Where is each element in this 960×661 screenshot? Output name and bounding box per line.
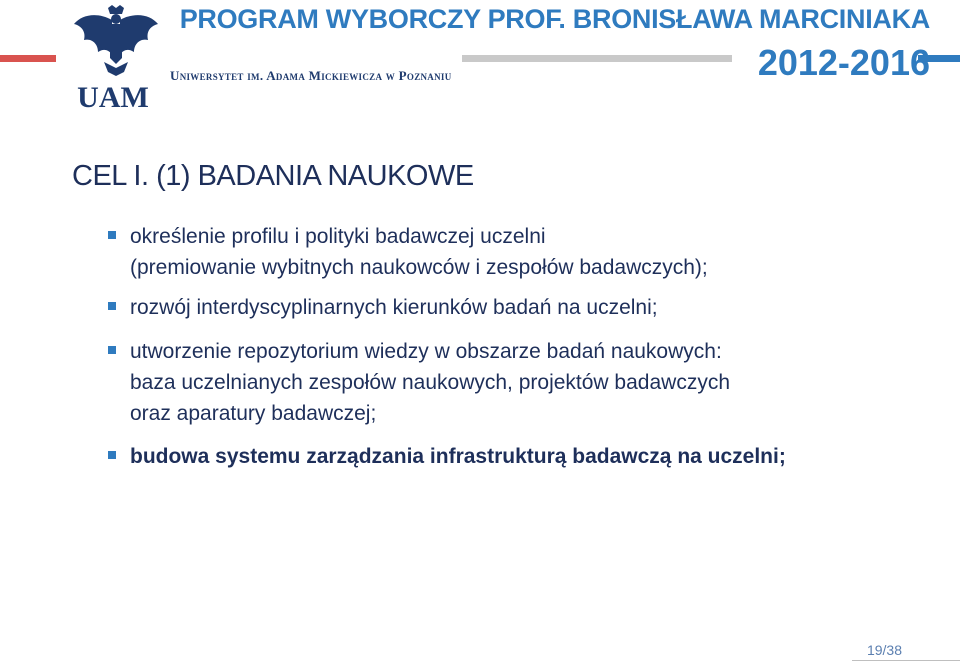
bullet-square-icon xyxy=(108,346,116,354)
bullet-list xyxy=(108,221,928,472)
list-item xyxy=(108,292,928,323)
list-item xyxy=(108,441,928,472)
bullet-square-icon xyxy=(108,231,116,239)
bullet-text: rozwój interdyscyplinarnych kierunków badań na uczelni; xyxy=(130,296,658,319)
bullet-text: określenie profilu i polityki badawczej uczelni xyxy=(130,225,546,248)
header-bar-red xyxy=(0,55,56,62)
page-number: 19/38 xyxy=(866,642,902,658)
section-title: CEL I. (1) BADANIA NAUKOWE xyxy=(72,160,474,192)
bullet-text: utworzenie repozytorium wiedzy w obszarze badań naukowych: xyxy=(130,340,722,363)
university-name: Uniwersytet im. Adama Mickiewicza w Poznaniu xyxy=(170,68,452,83)
program-years: 2012-2016 xyxy=(757,42,930,83)
bullet-square-icon xyxy=(108,451,116,459)
bullet-text: oraz aparatury badawczej; xyxy=(130,402,377,425)
bullet-text: baza uczelnianych zespołów naukowych, projektów badawczych xyxy=(130,371,730,394)
list-item xyxy=(108,336,928,429)
uam-logo xyxy=(68,4,158,110)
list-item xyxy=(108,221,928,283)
program-title: PROGRAM WYBORCZY PROF. BRONISŁAWA MARCINIAKA xyxy=(179,4,930,34)
bullet-text: budowa systemu zarządzania infrastrukturą badawczą na uczelni; xyxy=(130,445,786,468)
logo-text: UAM xyxy=(77,81,149,110)
bullet-square-icon xyxy=(108,302,116,310)
header-bar-gray xyxy=(462,55,732,62)
bullet-text: (premiowanie wybitnych naukowców i zespołów badawczych); xyxy=(130,256,708,279)
